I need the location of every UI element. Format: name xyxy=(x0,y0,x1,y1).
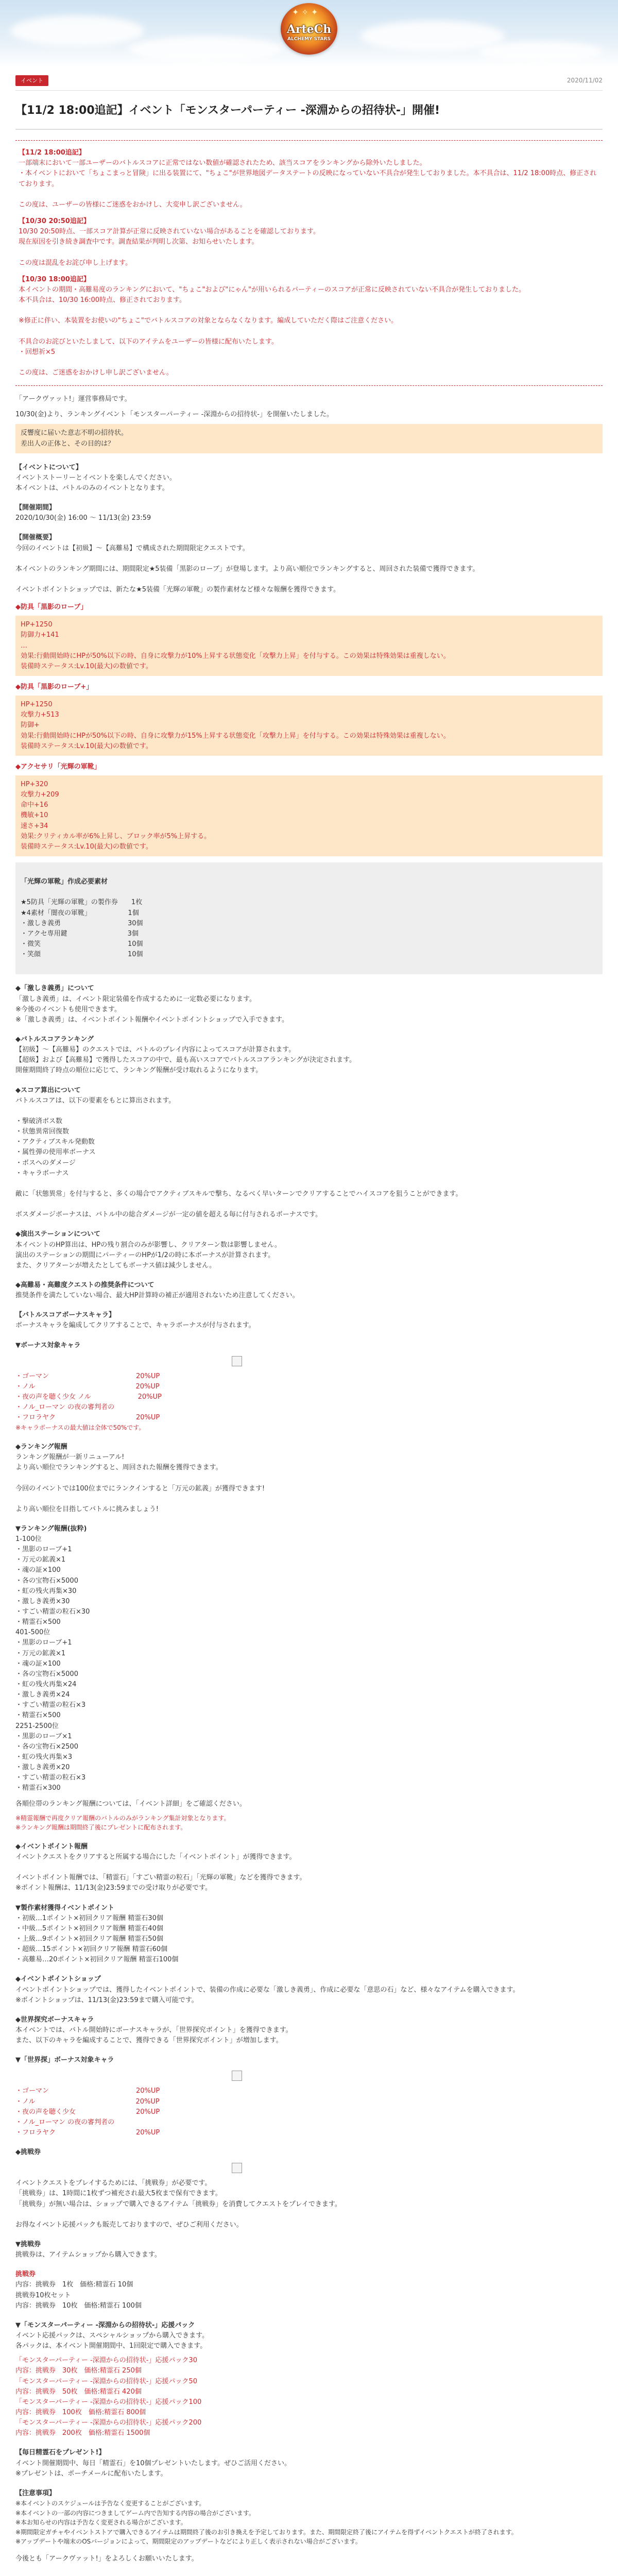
notes-section: 【注意事項】 ※本イベントのスケジュールは予告なく変更することがございます。 ※本イベントの一部の内容につきましてゲーム内で告知する内容の場合がございます。 ※本お知らせの内容は予告なく変更される場合がございます。 ※期間限定ガチャやイベントストアで購入できるアイテムは期間終了後のお引き換えを予定しております。また、期間限定終了後にアイテムを得ずイベントクエストが終了されます。 ※アップデートや端末のOSバージョンによって、期間限定のアップデートなどにより正しく表示されない場合がございます。 今後とも「アークヴァット!」をよろしくお願いいたします。 xyxy=(15,2489,518,2563)
article-title: 【11/2 18:00追記】イベント「モンスターパーティー -深淵からの招待状-」開催! xyxy=(15,102,603,130)
item-stats: HP+1250 防御力+141 … 効果:行動開始時にHPが50%以下の時、自身に攻撃力が10%上昇する状態変化「攻撃力上昇」を付与する。この効果は特殊効果は重複しない。 装備時ステータス:Lv.10(最大)の数値です。 xyxy=(15,616,603,676)
bonus-characters: 【バトルスコアボーナスキャラ】 ボーナスキャラを編成してクリアすることで、キャラボーナスが付与されます。 ▼ボーナス対象キャラ ・ゴーマン 20%UP ・ノル 20%UP ・夜の声を聴く少女 ノル 20%UP ・ノル_ローマン の夜の審判者の ・フロラヤク 20%UP ※キャラボーナスの最大値は全体で50%です。 xyxy=(15,1311,255,1432)
publish-date: 2020/11/02 xyxy=(566,77,603,84)
intro: 「アークヴァット!」運営事務局です。 10/30(金)より、ランキングイベント「モンスターパーティー -深淵からの招待状-」を開催いたしました。 反響度に届いた意志不明の招待状。 差出人の正体と、その目的は？ xyxy=(15,394,603,453)
article-meta xyxy=(15,75,603,91)
misc-section: ◆演出ステーションについて 本イベントのHP算出は、HPの残り割合のみが影響し、クリアターン数は影響しません。 演出のステーションの期間にパーティーのHPが1/2の時に本ボーナスが計算されます。 また、クリアターンが増えたとしてもボーナス値は減少しません。 xyxy=(15,1230,281,1269)
section-period: 【開催期間】 2020/10/30(金) 16:00 〜 11/13(金) 23:59 xyxy=(15,504,151,522)
ticket-section: ◆挑戦券 イベントクエストをプレイするためには、「挑戦券」が必要です。 「挑戦券」は、1時間に1枚ずつ補充され最大5枚まで保有できます。 「挑戦券」が無い場合は、ショップで購入できるアイテム「挑戦券」を消費してクエストをプレイできます。 お得なイベント応援パックも販売しておりますので、ぜひご利用ください。 xyxy=(15,2148,341,2229)
section-event: 【イベントについて】 イベントストーリーとイベントを楽しんでください。 本イベントは、バトルのみのイベントとなります。 xyxy=(15,463,176,492)
points-section: ▼製作素材獲得イベントポイント ・初級…1ポイント×初回クリア報酬 精霊石30個 ・中級…5ポイント×初回クリア報酬 精霊石40個 ・上級…9ポイント×初回クリア報酬 精霊石50個 ・超級…15ポイント×初回クリア報酬 精霊石60個 ・高難易…20ポイント×初回クリア報酬 精霊石100個 xyxy=(15,1904,179,1964)
category-tag: イベント xyxy=(15,75,48,86)
item-title: ◆アクセサリ「光輝の軍靴」 xyxy=(15,762,101,771)
points-section: ◆イベントポイントショップ イベントポイントショップでは、獲得したイベントポイントで、装備の作成に必要な「激しき義勇」、作成に必要な「意思の石」など、様々なアイテムを購入できます。 ※ポイントショップは、11/13(金)23:59まで購入可能です。 xyxy=(15,1975,520,2004)
item-stats: HP+1250 攻撃力+513 防御+ 効果:行動開始時にHPが50%以下の時、自身に攻撃力が15%上昇する状態変化「攻撃力上昇」を付与する。この効果は特殊効果は重複しない。 装備時ステータス:Lv.10(最大)の数値です。 xyxy=(15,696,603,756)
misc-section: ◆スコア算出について バトルスコアは、以下の要素をもとに算出されます。 ・撃破済ボス数 ・状態異常回復数 ・アクティブスキル発動数 ・属性弾の使用率ボーナス ・ボスへのダメージ ・キャラボーナス 敵に「状態異常」を付与すると、多くの場合でアクティブスキルで撃ち、なるべく早いターンでクリアすることでハイスコアを狙うことができます。 ボスダメージボーナスは、バトル中の総合ダメージが一定の値を超える毎に付与されるボーナスです。 xyxy=(15,1086,462,1219)
item-title: ◆防具「黒影のローブ」 xyxy=(15,603,88,612)
site-logo[interactable]: ✦ ✧ ✦ ArteCh ALCHEMY STARS xyxy=(278,3,340,64)
story-highlight: 反響度に届いた意志不明の招待状。 差出人の正体と、その目的は？ xyxy=(15,424,603,453)
misc-section: ◆高難易・高難度クエストの推奨条件について 推奨条件を満たしていない場合、最大HP計算時の補正が適用されないため注意してください。 xyxy=(15,1281,299,1300)
broken-image-icon xyxy=(232,1356,242,1366)
world-bonus: ▼「世界探」ボーナス対象キャラ ・ゴーマン 20%UP ・ノル 20%UP ・夜の声を聴く少女 20%UP ・ノル_ローマン の夜の審判者の ・フロラヤク 20%UP xyxy=(15,2055,603,2138)
item-title: ◆防具「黒影のローブ+」 xyxy=(15,683,93,691)
update-notice: 【11/2 18:00追記】 一部端末において一部ユーザーのバトルスコアに正常ではない数値が確認されたため、該当スコアをランキングから除外いたしました。 ・本イベントにおいて「ちょこまっと冒険」に出る装置にて、"ちょこ"が世界地図データステートの反映になっていない不具合が発生しておりました。本不具合は、11/2 18:00時点、修正されております。 この度は、ユーザーの皆様にご迷惑をおかけし、大変申し訳ございません。 【10/30 20:50追記】 10/30 20:50時点、一部スコア計算が正常に反映されていない場合があることを確認しております。 現在原因を引き続き調査中です。調査結果が判明し次第、お知らせいたします。 この度は混乱をお詫び申し上げます。 【10/30 18:00追記】 本イベントの期間・高難易度のランキングにおいて、"ちょこ"および"にゃん"が用いられるパーティーのスコアが正常に反映されていない不具合が発生しておりました。 本不具合は、10/30 16:00時点、修正されております。 ※修正に伴い、本装置をお使いの"ちょこ"でバトルスコアの対象とならなくなります。編成していただく際はご注意ください。 不具合のお詫びといたしまして、以下のアイテムをユーザーの皆様に配布いたします。 ・回想祈×5 この度は、ご迷惑をおかけし申し訳ございません。 xyxy=(15,140,603,386)
craft-materials: 「光輝の軍靴」作成必要素材 ★5防具「光輝の軍靴」の製作券 1枚 ★4素材「闇夜の軍靴」 1個 ・激しき義勇 30個 ・アクセ専用鍵 3個 ・微笑 10個 ・笑顔 10個 xyxy=(15,862,603,974)
misc-section: ◆「激しき義勇」について 「激しき義勇」は、イベント限定装備を作成するために一定数必要になります。 ※今後のイベントも使用できます。 ※「激しき義勇」は、イベントポイント報酬やイベントポイントショップで入手できます。 xyxy=(15,985,288,1024)
sparkle-icon: ✦ ✧ ✦ xyxy=(292,7,318,17)
broken-image-icon xyxy=(232,2163,242,2173)
article xyxy=(15,75,603,2576)
site-header xyxy=(0,0,618,67)
misc-section: ◆バトルスコアランキング 【初級】〜【高難易】のクエストでは、バトルのプレイ内容によってスコアが計算されます。 【超級】および【高難易】で獲得したスコアの中で、最も高いスコアでバトルスコアランキングが決定されます。 開催期間終了時点の順位に応じて、ランキング報酬が受け取れるようになります。 xyxy=(15,1035,356,1075)
shop-section: ▼挑戦券 挑戦券は、アイテムショップから購入できます。 挑戦券 内容：挑戦券 1枚 価格:精霊石 10個 挑戦券10枚セット 内容：挑戦券 10枚 価格:精霊石 100個 ▼「モンスターパーティー -深淵からの招待状-」応援パック イベント応援パックは、スペシャルショップから購入できます。 各パックは、本イベント開催期間中、1回限定で購入できます。 「モンスターパーティー -深淵からの招待状-」応援パック30 内容：挑戦券 30枚 価格:精霊石 250個 「モンスターパーティー -深淵からの招待状-」応援パック50 内容：挑戦券 50枚 価格:精霊石 420個 「モンスターパーティー -深淵からの招待状-」応援パック100 内容：挑戦券 100枚 価格:精霊石 800個 「モンスターパーティー -深淵からの招待状-」応援パック200 内容：挑戦券 200枚 価格:精霊石 1500個 xyxy=(15,2240,209,2437)
broken-image-icon xyxy=(232,2071,242,2081)
points-section: ◆世界探究ボーナスキャラ 本イベントでは、バトル開始時にボーナスキャラが、「世界探究ボイント」を獲得できます。 また、以下のキャラを編成することで、獲得できる「世界探究ボイント」が増加します。 xyxy=(15,2015,293,2045)
points-section: ◆イベントポイント報酬 イベントクエストをクリアすると所属する場合にした「イベントポイント」が獲得できます。 イベントポイント報酬では、「精霊石」「すごい精霊の粒石」「光輝の軍靴」などを獲得できます。 ※ポイント報酬は、11/13(金)23:59までの受け取りが必要です。 xyxy=(15,1842,306,1892)
section-overview: 【開催概要】 今回のイベントは【初級】〜【高難易】で構成された期間限定クエストです。 本イベントのランキング期間には、期間限定★5装備「黒影のローブ」が登場します。より高い順位でランキングすると、周回された装備で獲得できます。 イベントポイントショップでは、新たな★5装備「光輝の軍靴」の製作素材など様々な報酬を獲得できます。 xyxy=(15,534,479,594)
present-section: 【毎日精霊石をプレゼント!】 イベント開催期間中、毎日「精霊石」を10個プレゼントいたします。ぜひご活用ください。 ※プレゼントは、ポーチメールに配布いたします。 xyxy=(15,2449,291,2478)
item-stats: HP+320 攻撃力+209 命中+16 機敏+10 速さ+34 効果:クリティカル率が6%上昇し、ブロック率が5%上昇する。 装備時ステータス:Lv.10(最大)の数値です。 xyxy=(15,775,603,856)
ranking-rewards: ◆ランキング報酬 ランキング報酬が一新リニューアル! より高い順位でランキングすると、周回された報酬を獲得できます。 今回のイベントでは100位までにランクインすると「万元の鉱義」が獲得できます! より高い順位を目指してバトルに挑みましょう! ▼ランキング報酬(抜粋) 1-100位 ・黒影のローブ+1 ・万元の鉱義×1 ・魂の証×100 ・各の宝物石×5000 ・虹の残火再集×30 ・激しき義勇×30 ・すごい精霊の粒石×30 ・精霊石×500 401-500位 ・黒影のローブ+1 ・万元の鉱義×1 ・魂の証×100 ・各の宝物石×5000 ・虹の残火再集×24 ・激しき義勇×24 ・すごい精霊の粒石×3 ・精霊石×500 2251-2500位 ・黒影のローブ×1 ・各の宝物石×2500 ・虹の残火再集×3 ・激しき義勇×20 ・すごい精霊の粒石×3 ・精霊石×300 各順位帯のランキング報酬については、「イベント詳細」をご確認ください。 ※精霊報酬で再度クリア報酬のバトルのみがランキング集計対象となります。 ※ランキング報酬は期間終了後にプレゼントに配布されます。 xyxy=(15,1443,265,1832)
